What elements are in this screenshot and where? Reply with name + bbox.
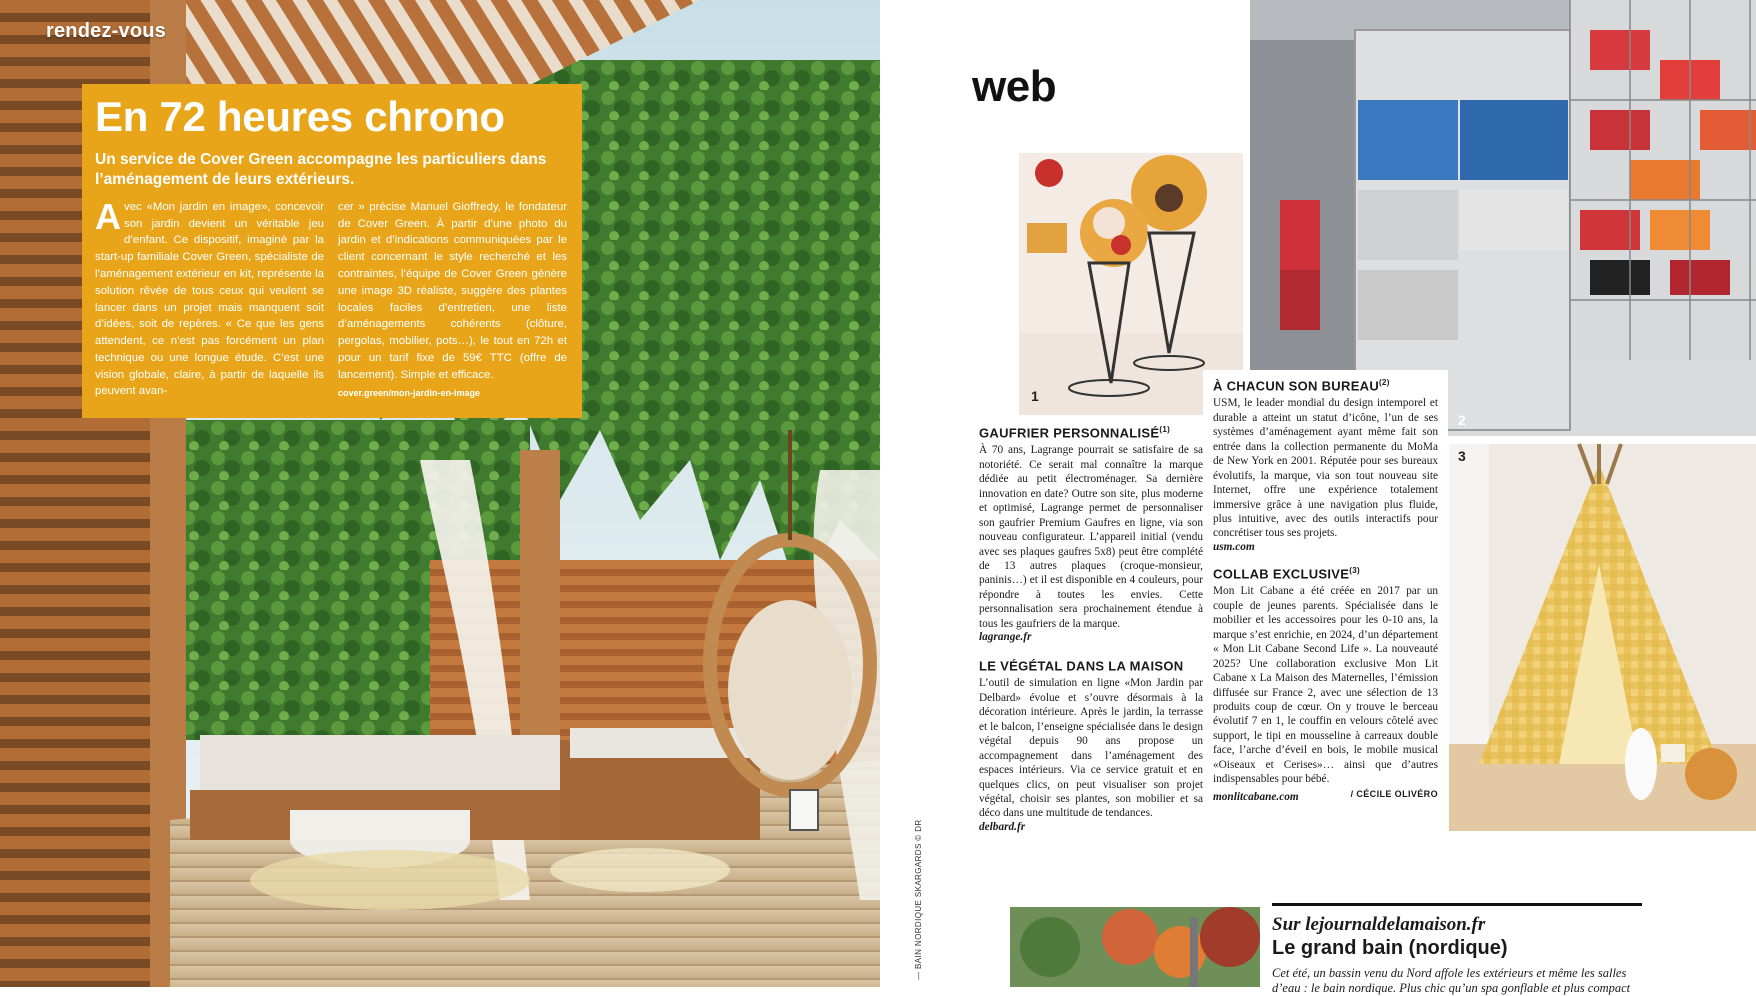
- feature-col-1-text: vec «Mon jardin en image», concevoir son jardin devient un véritable jeu d’enfant. Ce dispositif, imaginé par la start-up familiale Cover Green, spécialiste de l’aménagement extérieur en kit, représente la solution rêvée de tous ceux qui veulent se lancer dans un projet mais manquent soit d’idées, soit de repères. « Ce que les gens attendent, ce n’est pas forcément un plan technique ou une longue étude. C’est une vision globale, claire, à partir de laquelle ils peuvent avan-: [95, 200, 324, 398]
- article-text: Mon Lit Cabane a été créée en 2017 par un couple de jeunes parents. Spécialisée dans le mobilier et les accessoires pour les 0-10 ans, la marque s’est enrichie, en 2024, d’un département « Mon Lit Cabane Second Life ». La nouveauté 2025? Une collaboration exclusive Mon Lit Cabane x La Maison des Maternelles, l’émission diffusée sur France 2, avec une sélection de 13 produits coup de cœur. On y trouve le berceau évolutif 7 en 1, le couffin en velours côtelé avec support, le tipi en mousseline à carreaux double face, l’arche d’éveil en bois, le mobile musical «Oiseaux et Cerises»… ainsi que d’autres indispensables pour bébé.: [1213, 585, 1438, 786]
- article-heading: À CHACUN SON BUREAU$^{(2)}$: [1213, 378, 1390, 394]
- teaser-kicker: Sur lejournaldelamaison.fr: [1272, 914, 1486, 935]
- feature-col-1: [95, 195, 324, 401]
- photo-number-3: 3: [1458, 448, 1466, 464]
- article-heading: GAUFRIER PERSONNALISÉ$^{(1)}$: [979, 425, 1171, 441]
- feature-col-2-text: cer » précise Manuel Gioffredy, le fondateur de Cover Green. À partir d’une photo du jardin et d’indications communiquées par le client concernant le style recherché et les contraintes, l’équipe de Cover Green génère une image 3D réaliste, suggère des plantes locales faciles d’entretien, une liste d’aménagements cohérents (clôture, pergolas, mobilier, pots…), le tout en 72h et pour un tarif fixe de 59€ TTC (offre de lancement). Simple et efficace.: [338, 200, 567, 381]
- web-teaser[interactable]: [1272, 903, 1642, 996]
- section-title-web: web: [972, 62, 1057, 111]
- feature-columns: [95, 195, 569, 401]
- article-gaufrier: [979, 425, 1203, 643]
- feature-col-2: [338, 199, 567, 401]
- feature-url: cover.green/mon-jardin-en-image: [338, 388, 481, 399]
- teaser-excerpt: Cet été, un bassin venu du Nord affole les extérieurs et même les salles d’eau : le bain nordique. Plus chic qu’un spa gonflable et plus compact: [1272, 966, 1631, 995]
- photo-number-2: 2: [1458, 412, 1466, 428]
- article-heading: COLLAB EXCLUSIVE$^{(3)}$: [1213, 566, 1360, 582]
- article-link[interactable]: monlitcabane.com: [1213, 790, 1299, 803]
- teaser-headline: Le grand bain (nordique): [1272, 937, 1508, 959]
- author-signature: / CÉCILE OLIVÉRO: [1350, 788, 1438, 799]
- left-page: [0, 0, 880, 987]
- article-link[interactable]: lagrange.fr: [979, 631, 1032, 644]
- article-heading: LE VÉGÉTAL DANS LA MAISON: [979, 658, 1184, 674]
- feature-box: [82, 84, 582, 418]
- article-vegetal: [979, 658, 1203, 833]
- article-link[interactable]: delbard.fr: [979, 820, 1026, 833]
- article-text: USM, le leader mondial du design intemporel et durable a atteint un statut d’icône, l’un de ses systèmes d’aménagement ayant même fait son entrée dans la collection permanente du MoMa de New York en 2001. Réputée pour ses bureaux évolutifs, la marque, via son tout nouveau site Internet, offre une expérience totalement immersive grâce à une navigation plus fluide, plus intuitive, avec des outils interactifs pour concrétiser tous ses projets.: [1213, 397, 1438, 540]
- dropcap: A: [95, 195, 121, 237]
- article-text: L’outil de simulation en ligne «Mon Jardin par Delbard» évolue et s’ouvre désormais à la décoration intérieure. Après le jardin, la terrasse et le balcon, l’enseigne spécialisée dans le design végétal depuis 90 ans propose un accompagnement dans l’aménagement des espaces intérieurs. Via ce service gratuit et en quelques clics, on peut visualiser son projet végétal, choisir ses plantes, son mobilier et sa déco dans une multitude de tendances.: [979, 677, 1203, 820]
- feature-lead: Un service de Cover Green accompagne les particuliers dans l’aménagement de leurs extérieurs.: [95, 151, 547, 188]
- feature-title: En 72 heures chrono: [95, 93, 505, 140]
- article-link[interactable]: usm.com: [1213, 540, 1255, 553]
- nordic-bath-photo: [1010, 907, 1260, 987]
- photo-credit: — BAIN NORDIQUE SKARGARDS © DR: [914, 819, 923, 980]
- yellow-tipi-photo: [1449, 444, 1756, 831]
- article-collab: [1213, 566, 1438, 805]
- article-text: À 70 ans, Lagrange pourrait se satisfaire de sa notoriété. Ce serait mal connaître la marque dédiée au petit électroménager. Sa dernière innovation en date? Outre son site, plus moderne et optimisé, Lagrange permet de personnaliser son gaufrier Premium Gaufres en ligne, via son nouveau configurateur. L’appareil initial (vendu avec ses plaques gaufres 5x8) peut être complété de 13 autres plaques (croque-monsieur, paninis…) et il est disponible en 4 couleurs, pour répondre à toutes les envies. Cette personnalisation sera prochainement étendue à tous les gaufriers de la marque.: [979, 444, 1203, 630]
- article-bureau: [1203, 370, 1448, 558]
- photo-number-1: 1: [1031, 388, 1039, 404]
- section-tag: rendez-vous: [46, 20, 167, 42]
